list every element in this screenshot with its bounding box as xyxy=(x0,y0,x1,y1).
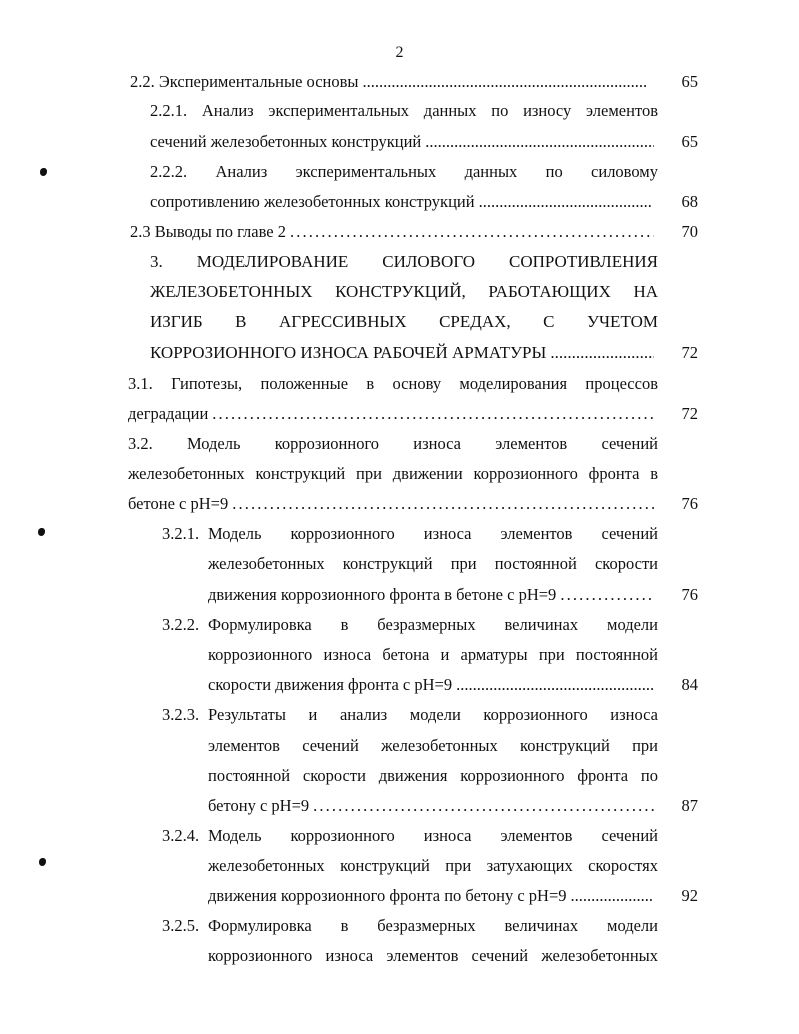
toc-entry-line: железобетонных конструкций при постоянной скорости xyxy=(208,554,658,573)
toc-entry-number: 3.2.3. xyxy=(162,705,200,724)
toc-entry-title: 2.2. Экспериментальные основы xyxy=(130,72,359,91)
toc-entry-line xyxy=(150,343,658,363)
toc-entry-number: 3.2.2. xyxy=(162,615,200,634)
toc-page-number: 92 xyxy=(681,886,698,905)
toc-entry-line: ИЗГИБ В АГРЕССИВНЫХ СРЕДАХ, С УЧЕТОМ xyxy=(150,312,658,331)
toc-entry-3: 3. МОДЕЛИРОВАНИЕ СИЛОВОГО СОПРОТИВЛЕНИЯ xyxy=(150,252,658,271)
toc-entry-3-2-5: Формулировка в безразмерных величинах модели xyxy=(208,916,658,935)
leader-dots xyxy=(571,886,654,906)
leader-dots xyxy=(456,675,654,695)
toc-entry-title: скорости движения фронта с рН=9 xyxy=(208,675,453,694)
toc-entry-2-2 xyxy=(130,72,650,92)
toc-entry-2-2-1: 2.2.1. Анализ экспериментальных данных по износу элементов xyxy=(150,101,658,120)
toc-entry-title: движения коррозионного фронта по бетону с рН=9 xyxy=(208,886,567,905)
toc-entry-3-2: 3.2. Модель коррозионного износа элементов сечений xyxy=(128,434,658,453)
toc-entry-3-1: 3.1. Гипотезы, положенные в основу моделирования процессов xyxy=(128,374,658,393)
toc-entry-line: железобетонных конструкций при движении коррозионного фронта в xyxy=(128,464,658,483)
leader-dots xyxy=(425,132,654,152)
toc-entry-title: бетону с рН=9 xyxy=(208,796,310,815)
leader-dots xyxy=(362,72,646,92)
toc-entry-line xyxy=(128,494,658,514)
toc-page-number: 68 xyxy=(681,192,698,211)
toc-entry-title: сопротивлению железобетонных конструкций xyxy=(150,192,475,211)
toc-page-number: 65 xyxy=(681,132,698,151)
toc-entry-3-2-2: Формулировка в безразмерных величинах модели xyxy=(208,615,658,634)
toc-entry-line: элементов сечений железобетонных конструкций при xyxy=(208,736,658,755)
toc-page-number: 72 xyxy=(681,343,698,362)
toc-entry-title: бетоне с рН=9 xyxy=(128,494,229,513)
toc-entry-3-2-1: Модель коррозионного износа элементов сечений xyxy=(208,524,658,543)
toc-entry-number: 3.2.1. xyxy=(162,524,200,543)
toc-entry-title: деградации xyxy=(128,404,209,423)
leader-dots xyxy=(560,585,654,605)
toc-page-number: 65 xyxy=(681,72,698,91)
toc-entry-3-2-3: Результаты и анализ модели коррозионного износа xyxy=(208,705,658,724)
toc-entry-line xyxy=(128,404,658,424)
toc-entry-3-2-4: Модель коррозионного износа элементов сечений xyxy=(208,826,658,845)
toc-entry-2-2-2: 2.2.2. Анализ экспериментальных данных по силовому xyxy=(150,162,658,181)
leader-dots xyxy=(232,494,654,514)
toc-page-number: 84 xyxy=(681,675,698,694)
toc-entry-line xyxy=(208,796,658,816)
toc-entry-title: 2.3 Выводы по главе 2 xyxy=(130,222,286,241)
toc-entry-number: 3.2.5. xyxy=(162,916,200,935)
toc-entry-line xyxy=(208,886,658,906)
leader-dots xyxy=(212,404,654,424)
toc-entry-line: постоянной скорости движения коррозионного фронта по xyxy=(208,766,658,785)
toc-page-number: 76 xyxy=(681,494,698,513)
toc-entry-2-3 xyxy=(130,222,658,242)
toc-entry-line: коррозионного износа бетона и арматуры при постоянной xyxy=(208,645,658,664)
toc-page-number: 87 xyxy=(681,796,698,815)
page-number: 2 xyxy=(395,44,404,61)
toc-entry-line xyxy=(150,132,658,152)
leader-dots xyxy=(479,192,651,212)
toc-entry-number: 3.2.4. xyxy=(162,826,200,845)
scan-mark xyxy=(39,858,46,866)
toc-page-number: 70 xyxy=(681,222,698,241)
toc-entry-title: КОРРОЗИОННОГО ИЗНОСА РАБОЧЕЙ АРМАТУРЫ xyxy=(150,343,547,362)
toc-entry-title: сечений железобетонных конструкций xyxy=(150,132,422,151)
scan-mark xyxy=(38,528,45,536)
toc-page-number: 72 xyxy=(681,404,698,423)
leader-dots xyxy=(313,796,654,816)
scan-mark xyxy=(40,168,47,176)
toc-entry-line xyxy=(208,675,658,695)
toc-entry-line xyxy=(150,192,655,212)
leader-dots xyxy=(290,222,654,242)
toc-entry-title: движения коррозионного фронта в бетоне с рН=9 xyxy=(208,585,557,604)
leader-dots xyxy=(550,343,654,363)
toc-entry-line: ЖЕЛЕЗОБЕТОННЫХ КОНСТРУКЦИЙ, РАБОТАЮЩИХ НА xyxy=(150,282,658,301)
toc-entry-line: железобетонных конструкций при затухающих скоростях xyxy=(208,856,658,875)
toc-entry-line xyxy=(208,585,658,605)
toc-page-number: 76 xyxy=(681,585,698,604)
toc-entry-line: коррозионного износа элементов сечений железобетонных xyxy=(208,946,658,965)
